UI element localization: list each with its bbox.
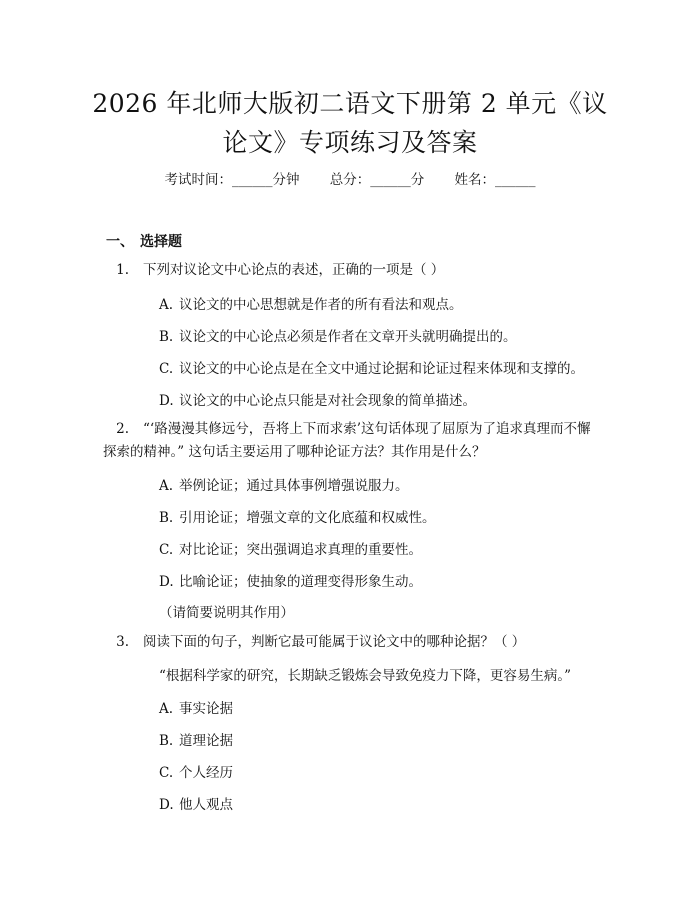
question-number: 3. <box>116 634 129 650</box>
question-text: “‘路漫漫其修远兮，吾将上下而求索’这句话体现了屈原为了追求真理而不懈探索的精神。” 这句话主要运用了哪种论证方法？其作用是什么？ <box>103 421 591 460</box>
quoted-sentence: “根据科学家的研究，长期缺乏锻炼会导致免疫力下降，更容易生病。” <box>159 668 572 684</box>
option-letter: D. <box>159 797 174 813</box>
option-text: 议论文的中心思想就是作者的所有看法和观点。 <box>179 297 463 313</box>
question-2 <box>103 418 597 464</box>
option-letter: C. <box>159 765 174 781</box>
question-note: （请简要说明其作用） <box>159 605 294 621</box>
section-heading <box>106 231 182 251</box>
option-letter: D. <box>159 393 174 409</box>
student-name: 姓名：______ <box>454 172 536 188</box>
option-text: 举例论证；通过具体事例增强说服力。 <box>179 478 409 494</box>
option-3d <box>159 793 233 813</box>
question-number: 1. <box>116 262 129 278</box>
option-1a <box>159 293 463 313</box>
option-text: 道理论据 <box>179 733 233 749</box>
option-letter: C. <box>159 361 174 377</box>
option-2b <box>159 506 436 526</box>
option-text: 事实论据 <box>179 701 233 717</box>
document-title <box>90 84 610 162</box>
option-3b <box>159 729 233 749</box>
option-letter: B. <box>159 510 174 526</box>
option-2a <box>159 474 409 494</box>
option-2d <box>159 570 422 590</box>
option-letter: C. <box>159 542 174 558</box>
section-title: 选择题 <box>140 234 182 250</box>
option-2c <box>159 538 422 558</box>
option-1b <box>159 325 517 345</box>
option-3c <box>159 761 233 781</box>
option-text: 议论文的中心论点只能是对社会现象的简单描述。 <box>179 393 476 409</box>
option-text: 比喻论证；使抽象的道理变得形象生动。 <box>179 574 422 590</box>
question-3 <box>103 631 597 654</box>
option-1c <box>159 357 584 377</box>
exam-info <box>0 168 700 188</box>
option-text: 他人观点 <box>179 797 233 813</box>
section-number: 一、 <box>106 234 134 250</box>
option-text: 议论文的中心论点是在全文中通过论据和论证过程来体现和支撑的。 <box>179 361 584 377</box>
option-letter: B. <box>159 329 174 345</box>
question-text: 阅读下面的句子，判断它最可能属于议论文中的哪种论据？（ ） <box>143 634 526 650</box>
total-score: 总分：______分 <box>329 172 425 188</box>
title-line-1: 2026 年北师大版初二语文下册第 2 单元《议 <box>92 89 608 118</box>
option-letter: D. <box>159 574 174 590</box>
question-number: 2. <box>116 421 129 437</box>
exam-time: 考试时间：______分钟 <box>164 172 300 188</box>
option-letter: A. <box>159 478 174 494</box>
question-1 <box>103 259 597 282</box>
question-text: 下列对议论文中心论点的表述，正确的一项是（ ） <box>143 262 445 278</box>
option-1d <box>159 389 476 409</box>
title-line-2: 论文》专项练习及答案 <box>222 128 478 157</box>
option-letter: A. <box>159 297 174 313</box>
option-letter: A. <box>159 701 174 717</box>
option-text: 引用论证；增强文章的文化底蕴和权威性。 <box>179 510 436 526</box>
option-text: 对比论证；突出强调追求真理的重要性。 <box>179 542 422 558</box>
option-text: 个人经历 <box>179 765 233 781</box>
option-letter: B. <box>159 733 174 749</box>
option-text: 议论文的中心论点必须是作者在文章开头就明确提出的。 <box>179 329 517 345</box>
option-3a <box>159 697 233 717</box>
